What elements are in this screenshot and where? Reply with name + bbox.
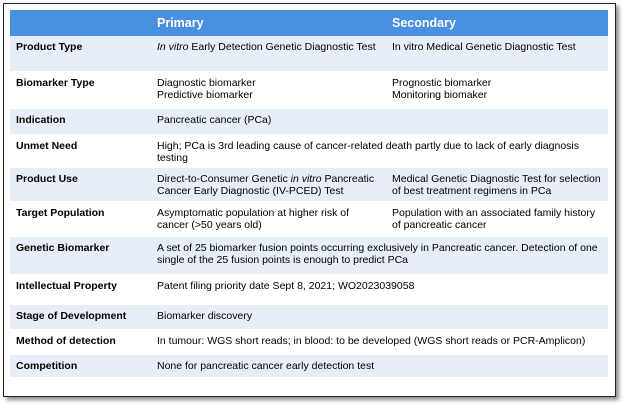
italic-text: In vitro <box>157 41 189 53</box>
table-row <box>10 71 608 108</box>
table-row <box>10 354 608 377</box>
row-label: Target Population <box>10 201 151 236</box>
row-label: Biomarker Type <box>10 71 151 108</box>
primary-cell <box>151 36 386 71</box>
table-row <box>10 329 608 354</box>
table-row <box>10 108 608 134</box>
value-cell: Biomarker discovery <box>151 304 608 329</box>
secondary-cell: Population with an associated family history of pancreatic cancer <box>386 201 608 236</box>
cell-text: Pancreatic Cancer Early Diagnostic (IV-PCED) Test <box>157 172 375 197</box>
secondary-cell <box>386 71 608 108</box>
cell-line: Prognostic biomarker <box>392 76 492 89</box>
row-label: Method of detection <box>10 329 151 354</box>
italic-text: in vitro <box>290 172 322 185</box>
secondary-cell: Medical Genetic Diagnostic Test for selection of best treatment regimens in PCa <box>386 167 608 201</box>
row-label: Competition <box>10 354 151 377</box>
table-row <box>10 274 608 304</box>
cell-text: Early Detection Genetic Diagnostic Test <box>188 41 376 53</box>
header-secondary: Secondary <box>386 10 608 36</box>
cell-line: Diagnostic biomarker <box>157 76 256 89</box>
header-primary: Primary <box>151 10 386 36</box>
row-label: Product Use <box>10 167 151 201</box>
row-label: Unmet Need <box>10 134 151 167</box>
cell-line: Monitoring biomaker <box>392 89 488 101</box>
value-cell: In tumour: WGS short reads; in blood: to be developed (WGS short reads or PCR-Amplicon) <box>151 329 608 354</box>
product-summary-table <box>10 10 608 378</box>
table-row <box>10 36 608 71</box>
value-cell: A set of 25 biomarker fusion points occurring exclusively in Pancreatic cancer. Detection of one single of the 25 fusion points is enough to predict PCa <box>151 236 608 274</box>
table-row <box>10 201 608 236</box>
value-cell: Patent filing priority date Sept 8, 2021; WO2023039058 <box>151 274 608 304</box>
table-row <box>10 167 608 201</box>
table-row <box>10 236 608 274</box>
table-row <box>10 134 608 167</box>
table-header-row <box>10 10 608 36</box>
primary-cell: Asymptomatic population at higher risk of cancer (>50 years old) <box>151 201 386 236</box>
value-cell: Pancreatic cancer (PCa) <box>151 108 608 134</box>
row-label: Intellectual Property <box>10 274 151 304</box>
row-label: Genetic Biomarker <box>10 236 151 274</box>
table-row <box>10 304 608 329</box>
row-label: Product Type <box>10 36 151 71</box>
primary-cell <box>151 167 386 201</box>
table-frame <box>3 3 616 397</box>
row-label: Stage of Development <box>10 304 151 329</box>
value-cell: High; PCa is 3rd leading cause of cancer-related death partly due to lack of early diagnosis testing <box>151 134 608 167</box>
primary-cell <box>151 71 386 108</box>
value-cell: None for pancreatic cancer early detection test <box>151 354 608 377</box>
cell-line: Predictive biomarker <box>157 89 253 101</box>
row-label: Indication <box>10 108 151 134</box>
secondary-cell: In vitro Medical Genetic Diagnostic Test <box>386 36 608 71</box>
cell-text: Direct-to-Consumer Genetic <box>157 172 291 185</box>
header-empty-cell <box>10 10 151 36</box>
